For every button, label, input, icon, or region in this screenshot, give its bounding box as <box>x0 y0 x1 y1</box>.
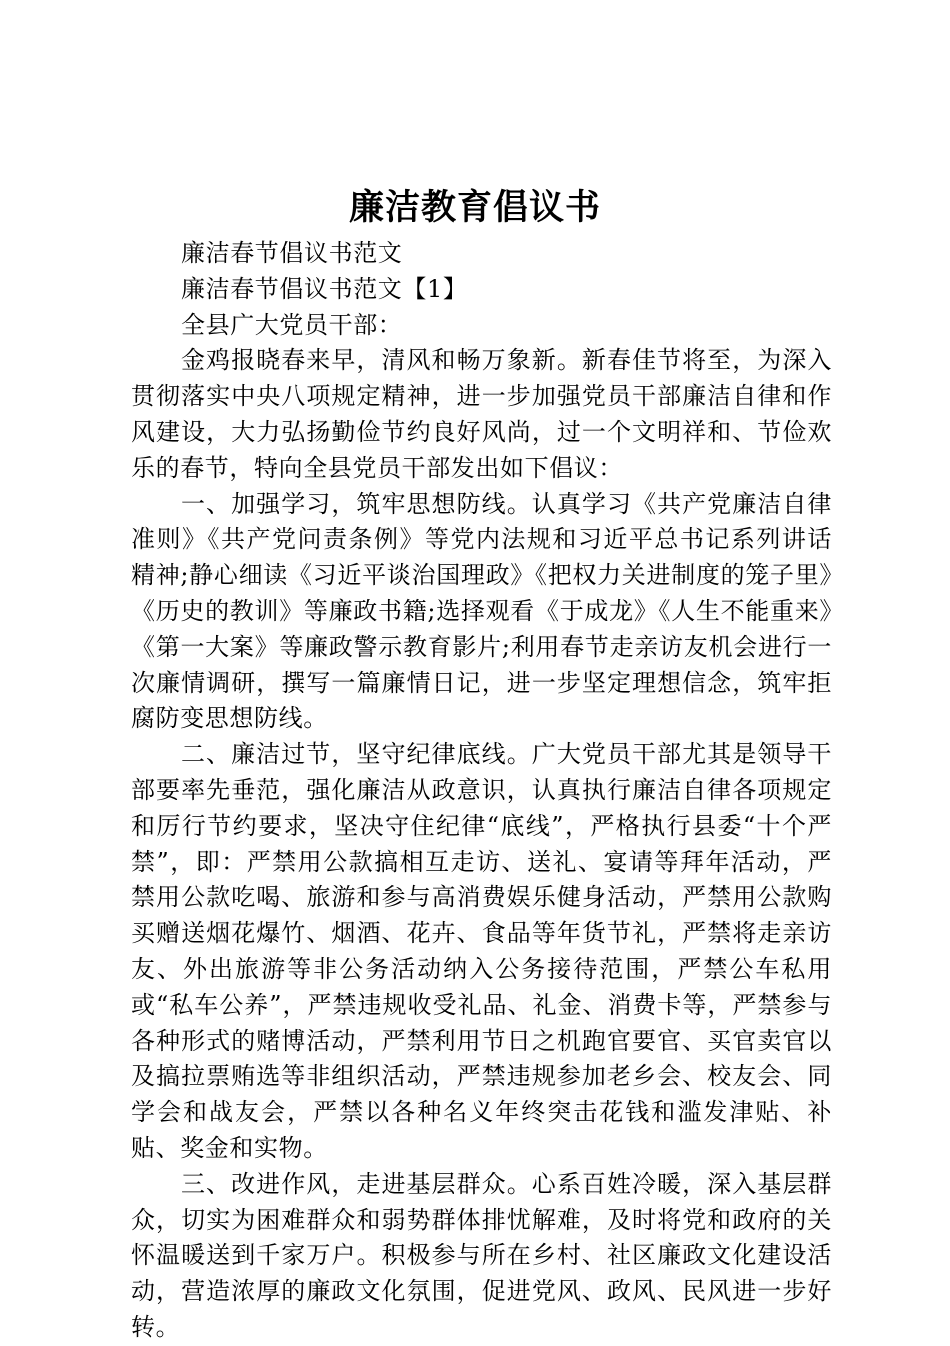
point-one-paragraph: 一、加强学习，筑牢思想防线。认真学习《共产党廉洁自律准则》《共产党问责条例》等党内法规和习近平总书记系列讲话精神;静心细读《习近平谈治国理政》《把权力关进制度的笼子里》《历史的教训》等廉政书籍;选择观看《于成龙》《人生不能重来》《第一大案》等廉政警示教育影片;利用春节走亲访友机会进行一次廉情调研，撰写一篇廉情日记，进一步坚定理想信念，筑牢拒腐防变思想防线。 <box>131 489 832 733</box>
section-heading: 廉洁春节倡议书范文【1】 <box>181 274 468 303</box>
point-three-paragraph: 三、改进作风，走进基层群众。心系百姓冷暖，深入基层群众，切实为困难群众和弱势群体排忧解难，及时将党和政府的关怀温暖送到千家万户。积极参与所在乡村、社区廉政文化建设活动，营造浓厚的廉政文化氛围，促进党风、政风、民风进一步好转。 <box>131 1169 832 1341</box>
subtitle-line: 廉洁春节倡议书范文 <box>181 239 403 267</box>
salutation: 全县广大党员干部： <box>181 310 403 339</box>
document-title: 廉洁教育倡议书 <box>348 188 601 228</box>
point-two-paragraph: 二、廉洁过节，坚守纪律底线。广大党员干部尤其是领导干部要率先垂范，强化廉洁从政意识，认真执行廉洁自律各项规定和厉行节约要求，坚决守住纪律“底线”，严格执行县委“十个严禁”，即：严禁用公款搞相互走访、送礼、宴请等拜年活动，严禁用公款吃喝、旅游和参与高消费娱乐健身活动，严禁用公款购买赠送烟花爆竹、烟酒、花卉、食品等年货节礼，严禁将走亲访友、外出旅游等非公务活动纳入公务接待范围，严禁公车私用或“私车公养”，严禁违规收受礼品、礼金、消费卡等，严禁参与各种形式的赌博活动，严禁利用节日之机跑官要官、买官卖官以及搞拉票贿选等非组织活动，严禁违规参加老乡会、校友会、同学会和战友会，严禁以各种名义年终突击花钱和滥发津贴、补贴、奖金和实物。 <box>131 740 832 1162</box>
intro-paragraph: 金鸡报晓春来早，清风和畅万象新。新春佳节将至，为深入贯彻落实中央八项规定精神，进一步加强党员干部廉洁自律和作风建设，大力弘扬勤俭节约良好风尚，过一个文明祥和、节俭欢乐的春节，特向全县党员干部发出如下倡议： <box>131 346 832 482</box>
document-body <box>131 236 832 1346</box>
